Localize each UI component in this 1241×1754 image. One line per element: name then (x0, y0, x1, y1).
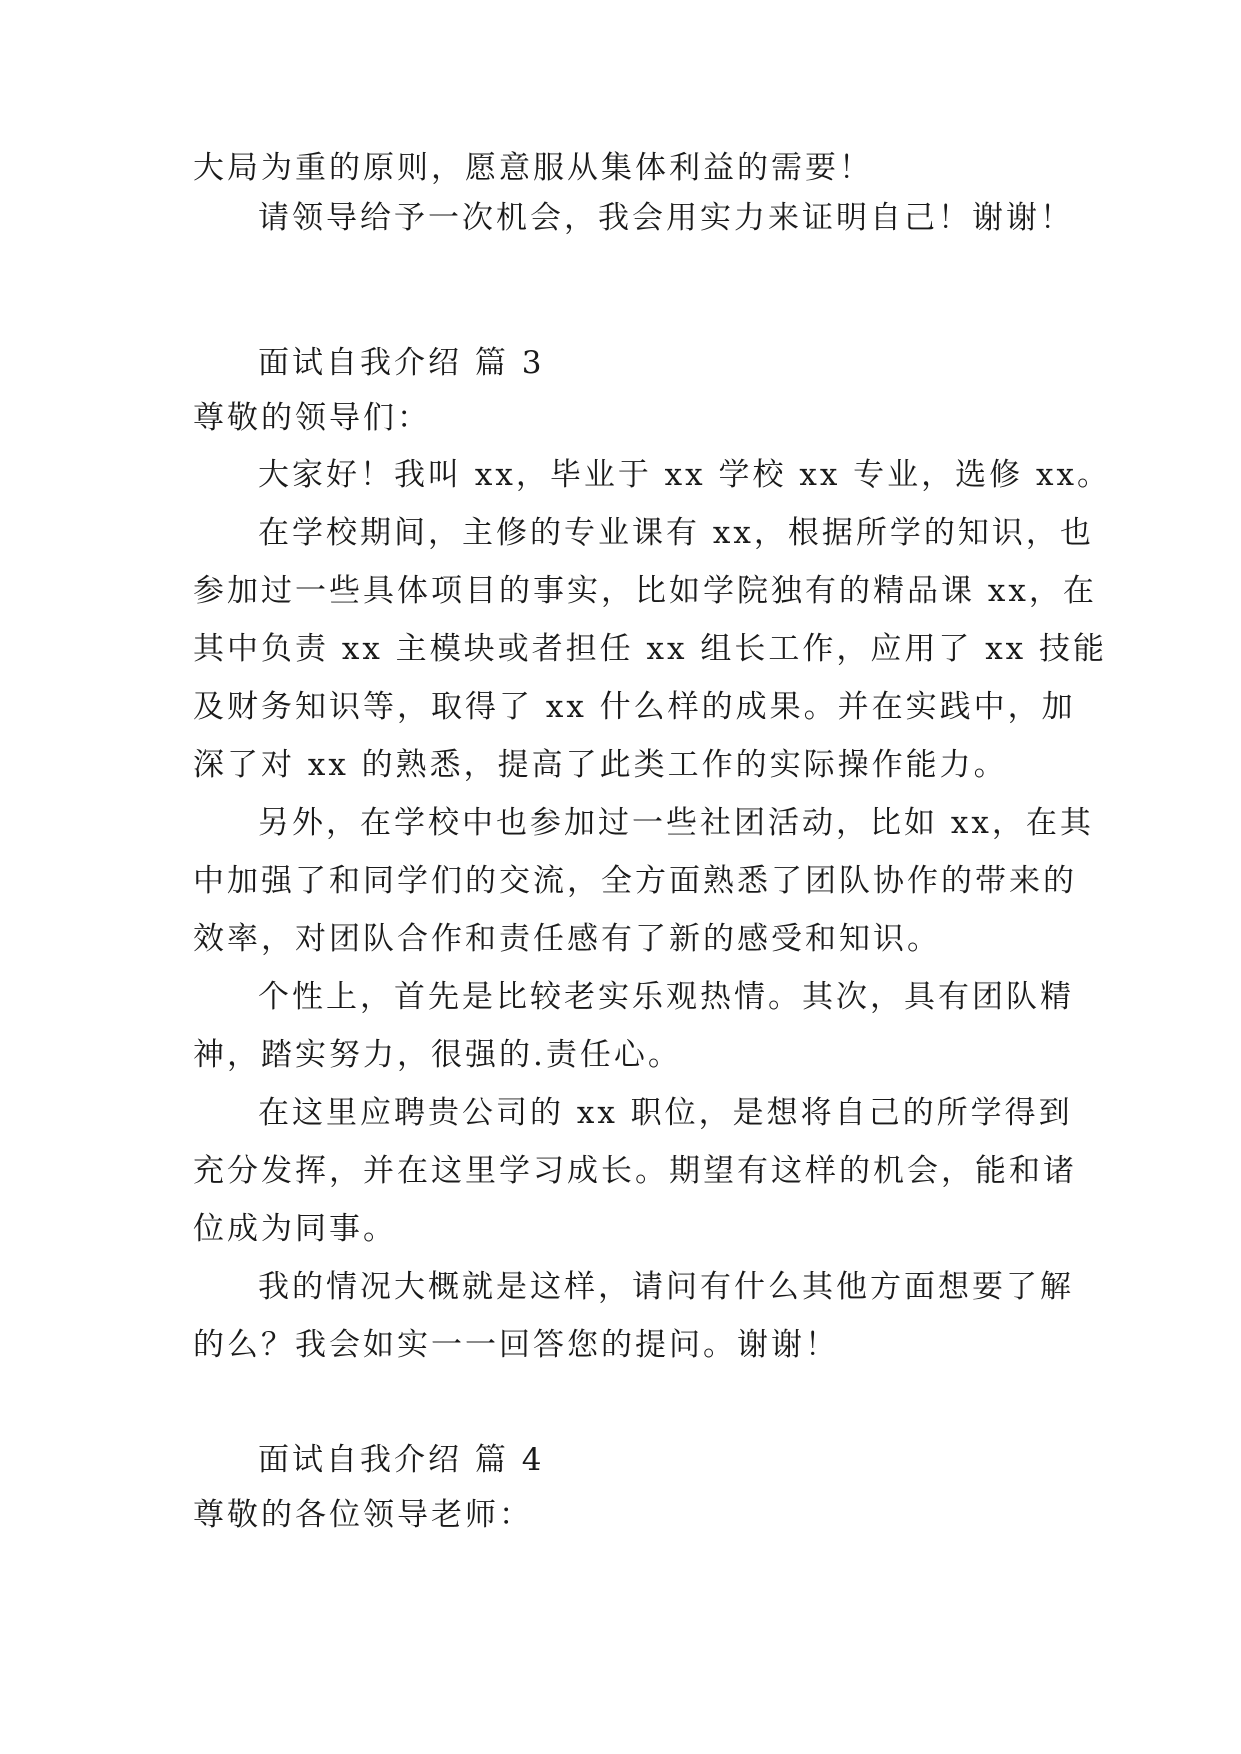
paragraph-line: 及财务知识等，取得了 xx 什么样的成果。并在实践中，加 (193, 689, 1076, 725)
paragraph-line: 神，踏实努力，很强的.责任心。 (193, 1037, 682, 1073)
paragraph-line: 大局为重的原则，愿意服从集体利益的需要！ (193, 150, 873, 186)
salutation: 尊敬的领导们： (193, 400, 431, 436)
paragraph-line: 位成为同事。 (193, 1211, 397, 1247)
paragraph-line: 的么？我会如实一一回答您的提问。谢谢！ (193, 1327, 839, 1363)
paragraph-line: 充分发挥，并在这里学习成长。期望有这样的机会，能和诸 (193, 1153, 1077, 1189)
paragraph-line: 在学校期间，主修的专业课有 xx，根据所学的知识，也 (258, 515, 1094, 551)
paragraph-line: 大家好！我叫 xx，毕业于 xx 学校 xx 专业，选修 xx。 (258, 457, 1111, 493)
paragraph-line: 中加强了和同学们的交流，全方面熟悉了团队协作的带来的 (193, 863, 1077, 899)
paragraph-line: 我的情况大概就是这样，请问有什么其他方面想要了解 (258, 1269, 1074, 1305)
paragraph-line: 效率，对团队合作和责任感有了新的感受和知识。 (193, 921, 941, 957)
paragraph-line: 请领导给予一次机会，我会用实力来证明自己！谢谢！ (258, 200, 1074, 236)
section-heading: 面试自我介绍 篇 3 (258, 345, 545, 381)
paragraph-line: 另外，在学校中也参加过一些社团活动，比如 xx，在其 (258, 805, 1094, 841)
paragraph-line: 参加过一些具体项目的事实，比如学院独有的精品课 xx，在 (193, 573, 1097, 609)
paragraph-line: 其中负责 xx 主模块或者担任 xx 组长工作，应用了 xx 技能 (193, 631, 1108, 667)
paragraph-line: 个性上，首先是比较老实乐观热情。其次，具有团队精 (258, 979, 1074, 1015)
salutation: 尊敬的各位领导老师： (193, 1497, 533, 1533)
paragraph-line: 在这里应聘贵公司的 xx 职位，是想将自己的所学得到 (258, 1095, 1073, 1131)
section-heading: 面试自我介绍 篇 4 (258, 1442, 545, 1478)
paragraph-line: 深了对 xx 的熟悉，提高了此类工作的实际操作能力。 (193, 747, 1008, 783)
